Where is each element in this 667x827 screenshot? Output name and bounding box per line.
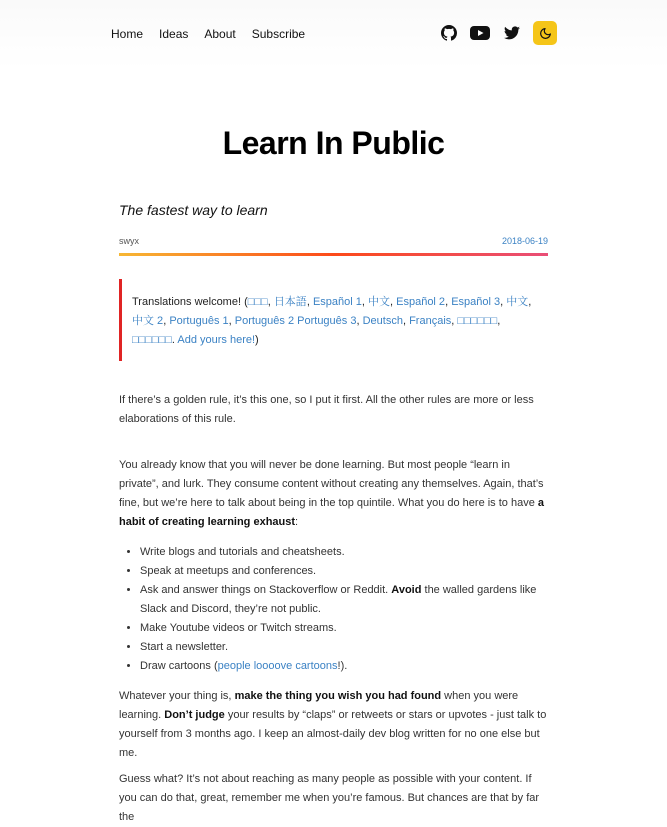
- callout-prefix: Translations welcome! (: [132, 296, 248, 308]
- paragraph-text: when you were learning.: [119, 690, 519, 721]
- add-translation-link[interactable]: Add yours here!: [177, 334, 256, 346]
- translation-link[interactable]: □□□□□□: [132, 334, 172, 346]
- github-icon[interactable]: [440, 25, 457, 42]
- list-item: [140, 638, 550, 657]
- translation-link[interactable]: Français: [409, 315, 452, 327]
- translation-link[interactable]: Español 3: [451, 296, 501, 308]
- social-icons: [440, 21, 557, 45]
- theme-toggle-button[interactable]: [533, 21, 557, 45]
- callout-suffix: ): [255, 334, 259, 346]
- list-item: [140, 543, 550, 562]
- post-author: swyx: [119, 236, 139, 246]
- gradient-divider: [119, 253, 548, 256]
- translation-link[interactable]: 中文: [506, 296, 529, 308]
- main-nav: [111, 27, 321, 41]
- list-item-bold: Avoid: [391, 584, 422, 596]
- paragraph: [119, 687, 551, 763]
- nav-about[interactable]: About: [204, 27, 236, 41]
- page-title: Learn In Public: [222, 125, 445, 161]
- paragraph-text: Whatever your thing is,: [119, 690, 235, 702]
- translation-link[interactable]: □□□: [247, 296, 268, 308]
- post-subtitle: The fastest way to learn: [119, 202, 268, 218]
- post-meta: [119, 236, 548, 246]
- translation-link[interactable]: Português 2 Português 3: [234, 315, 357, 327]
- paragraph-bold: Don’t judge: [164, 709, 225, 721]
- translation-link[interactable]: Español 1: [312, 296, 362, 308]
- list-item-text: Speak at meetups and conferences.: [140, 565, 317, 577]
- paragraph: Guess what? It’s not about reaching as many people as possible with your content. If you can do that, great, remember me when you’re famous. But chances are that by far the: [119, 773, 540, 823]
- list-item-text: Draw cartoons (: [140, 660, 218, 672]
- translation-link[interactable]: Deutsch: [362, 315, 403, 327]
- post-date[interactable]: 2018-06-19: [501, 236, 548, 246]
- paragraph: [119, 456, 551, 532]
- paragraph-bold: a habit of creating learning exhaust: [119, 497, 545, 528]
- list-item-text: Ask and answer things on Stackoverflow or Reddit.: [140, 584, 392, 596]
- nav-subscribe[interactable]: Subscribe: [251, 27, 306, 41]
- translation-link[interactable]: □□□□□□: [457, 315, 498, 327]
- moon-icon: [539, 27, 552, 40]
- list-item-text: Write blogs and tutorials and cheatsheets.: [140, 546, 345, 558]
- list-item: [140, 562, 550, 581]
- paragraph-bold: make the thing you wish you had found: [234, 690, 442, 702]
- youtube-icon[interactable]: [470, 25, 490, 42]
- translation-link[interactable]: 中文 2: [132, 315, 164, 327]
- translation-link[interactable]: Español 2: [396, 296, 446, 308]
- paragraph-text: You already know that you will never be done learning. But most people “learn in private”, and lurk. They consume content without creating any themselves. Again, that’s fine, but we’re here to talk about being in the top quintile. What you do here is to have: [119, 459, 544, 509]
- nav-ideas[interactable]: Ideas: [159, 27, 189, 41]
- twitter-icon[interactable]: [503, 25, 520, 42]
- translation-link[interactable]: 中文: [368, 296, 390, 308]
- translations-callout: Translations welcome! (□□□, 日本語, Español 1, 中文, Español 2, Español 3, 中文, 中文 2, Português 1, Português 2 Português 3, Deutsch, Français, □□□□□□, □□□□□□. Add yours here!): [119, 279, 548, 361]
- nav-home[interactable]: Home: [111, 27, 144, 41]
- paragraph-text: your results by “claps” or retweets or stars or upvotes - just talk to yourself from 3 months ago. I keep an almost-daily dev blog written for no one else but me.: [119, 709, 547, 759]
- translation-link[interactable]: Português 1: [169, 315, 229, 327]
- list-item-text: Make Youtube videos or Twitch streams.: [140, 622, 337, 634]
- list-item-text: !).: [337, 660, 348, 672]
- list-item: [140, 619, 550, 638]
- header-bar: [0, 0, 667, 70]
- list-item: [140, 657, 550, 676]
- cartoons-link[interactable]: people loooove cartoons: [217, 660, 338, 672]
- translation-link[interactable]: 日本語: [273, 296, 307, 308]
- list-item-text: Start a newsletter.: [140, 641, 229, 653]
- paragraph-text: :: [295, 516, 299, 528]
- paragraph: If there’s a golden rule, it’s this one, so I put it first. All the other rules are more or less elaborations of this rule.: [119, 394, 534, 425]
- list-item: [140, 581, 550, 619]
- habit-list: [140, 543, 550, 676]
- list-item-text: the walled gardens like Slack and Discord, they’re not public.: [140, 584, 537, 615]
